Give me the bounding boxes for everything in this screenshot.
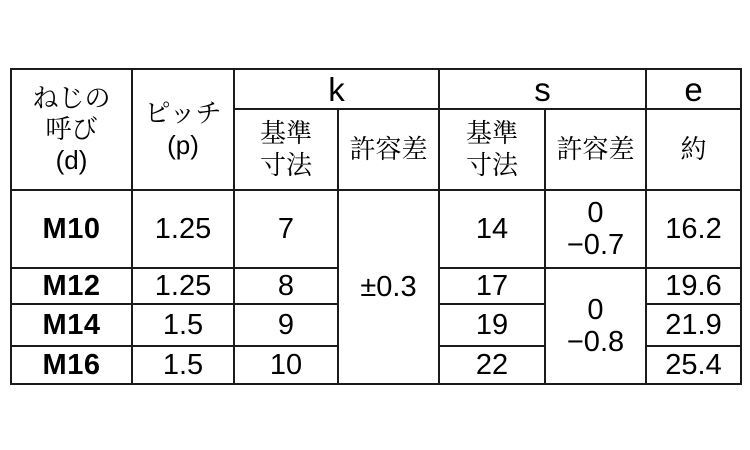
header-group-k: k bbox=[234, 69, 439, 109]
cell-m12-pitch: 1.25 bbox=[132, 268, 234, 304]
cell-m14-s-basic: 19 bbox=[439, 304, 545, 346]
cell-k-tolerance-shared: ±0.3 bbox=[338, 190, 439, 384]
cell-m10-pitch: 1.25 bbox=[132, 190, 234, 268]
bolt-spec-table bbox=[10, 68, 742, 385]
cell-m16-pitch: 1.5 bbox=[132, 346, 234, 384]
cell-m12-s-basic: 17 bbox=[439, 268, 545, 304]
table-row-m10 bbox=[11, 190, 741, 268]
cell-m10-s-tolerance: 0 −0.7 bbox=[545, 190, 646, 268]
cell-m14-e-approx: 21.9 bbox=[646, 304, 741, 346]
cell-m14-pitch: 1.5 bbox=[132, 304, 234, 346]
cell-m14-k-basic: 9 bbox=[234, 304, 338, 346]
header-k-basic-dimension: 基準 寸法 bbox=[234, 109, 338, 190]
cell-s-tolerance-m12-m16: 0 −0.8 bbox=[545, 268, 646, 384]
header-k-tolerance: 許容差 bbox=[338, 109, 439, 190]
header-s-basic-dimension: 基準 寸法 bbox=[439, 109, 545, 190]
cell-m16-k-basic: 10 bbox=[234, 346, 338, 384]
cell-m14-designation: M14 bbox=[11, 304, 132, 346]
header-e-approx: 約 bbox=[646, 109, 741, 190]
header-group-e: e bbox=[646, 69, 741, 109]
header-s-tolerance: 許容差 bbox=[545, 109, 646, 190]
cell-m16-e-approx: 25.4 bbox=[646, 346, 741, 384]
cell-m16-designation: M16 bbox=[11, 346, 132, 384]
cell-m10-k-basic: 7 bbox=[234, 190, 338, 268]
cell-m12-e-approx: 19.6 bbox=[646, 268, 741, 304]
cell-m10-e-approx: 16.2 bbox=[646, 190, 741, 268]
header-screw-designation: ねじの 呼び (d) bbox=[11, 69, 132, 190]
cell-m10-s-basic: 14 bbox=[439, 190, 545, 268]
header-group-s: s bbox=[439, 69, 646, 109]
cell-m12-k-basic: 8 bbox=[234, 268, 338, 304]
cell-m12-designation: M12 bbox=[11, 268, 132, 304]
header-pitch: ピッチ (p) bbox=[132, 69, 234, 190]
cell-m10-designation: M10 bbox=[11, 190, 132, 268]
cell-m16-s-basic: 22 bbox=[439, 346, 545, 384]
